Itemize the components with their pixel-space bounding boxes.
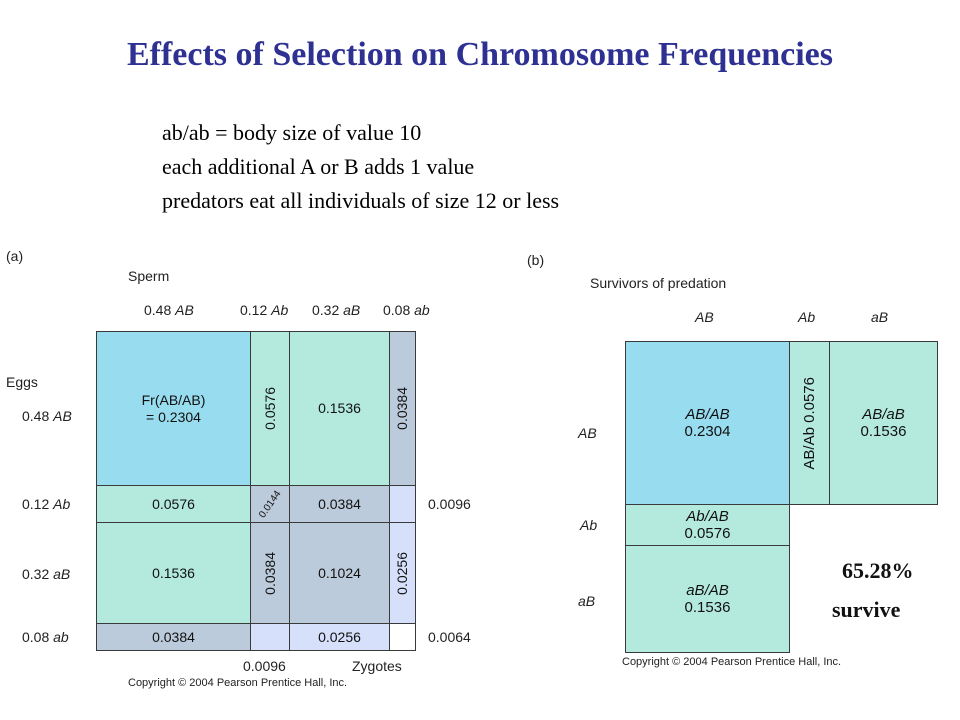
- b-col-AB: AB: [695, 309, 714, 325]
- bottom-total: 0.0096: [243, 658, 286, 674]
- cell-r4c4: [389, 623, 416, 651]
- rule-3: predators eat all individuals of size 12 or less: [162, 188, 560, 213]
- egg-row-2: 0.12 Ab: [22, 496, 71, 512]
- cell-r2c1: 0.0576: [96, 485, 251, 523]
- rule-2: each additional A or B adds 1 value: [162, 154, 475, 179]
- panel-b-label: (b): [527, 252, 545, 268]
- cell-r2c2: 0.0144: [250, 485, 290, 523]
- egg-row-1: 0.48 AB: [22, 408, 72, 424]
- cell-r4c3: 0.0256: [289, 623, 390, 651]
- cell-r3c4: 0.0256: [389, 522, 416, 624]
- zygotes-label: Zygotes: [352, 658, 402, 674]
- right-total-1: 0.0096: [428, 496, 471, 512]
- cell-r3c1: 0.1536: [96, 522, 251, 624]
- b-cell-aBAB: aB/AB 0.1536: [625, 545, 790, 653]
- cell-r2c4: [389, 485, 416, 523]
- b-cell-ABAB: AB/AB 0.2304: [625, 341, 790, 505]
- b-row-Ab: Ab: [580, 517, 598, 533]
- b-cell-ABAb: AB/Ab 0.0576: [789, 341, 830, 505]
- cell-r3c3: 0.1024: [289, 522, 390, 624]
- cell-ABAB: Fr(AB/AB) = 0.2304: [96, 331, 251, 486]
- cell-r3c2: 0.0384: [250, 522, 290, 624]
- cell-r2c3: 0.0384: [289, 485, 390, 523]
- sperm-label: Sperm: [128, 268, 170, 284]
- survival-word: survive: [832, 597, 901, 622]
- right-total-2: 0.0064: [428, 629, 471, 645]
- cell-r1c4: 0.0384: [389, 331, 416, 486]
- eggs-label: Eggs: [6, 374, 38, 390]
- sperm-col-4: 0.08 ab: [383, 302, 430, 318]
- panel-b-copyright: Copyright © 2004 Pearson Prentice Hall, Inc.: [622, 656, 842, 668]
- rule-1: ab/ab = body size of value 10: [162, 120, 422, 145]
- b-cell-ABaB: AB/aB 0.1536: [829, 341, 938, 505]
- sperm-col-3: 0.32 aB: [312, 302, 361, 318]
- b-col-aB: aB: [871, 309, 889, 325]
- sperm-col-2: 0.12 Ab: [240, 302, 289, 318]
- sperm-col-1: 0.48 AB: [144, 302, 194, 318]
- egg-row-4: 0.08 ab: [22, 629, 69, 645]
- panel-a-label: (a): [6, 248, 24, 264]
- b-col-Ab: Ab: [798, 309, 816, 325]
- panel-a-copyright: Copyright © 2004 Pearson Prentice Hall, Inc.: [128, 677, 348, 689]
- cell-r4c1: 0.0384: [96, 623, 251, 651]
- cell-r1c3: 0.1536: [289, 331, 390, 486]
- b-row-AB: AB: [578, 425, 597, 441]
- b-row-aB: aB: [578, 593, 596, 609]
- survival-percent: 65.28%: [842, 558, 914, 583]
- egg-row-3: 0.32 aB: [22, 566, 71, 582]
- panel-b-heading: Survivors of predation: [590, 275, 727, 291]
- cell-r4c2: [250, 623, 290, 651]
- b-cell-AbAB: Ab/AB 0.0576: [625, 504, 790, 546]
- page-title: Effects of Selection on Chromosome Frequencies: [126, 36, 833, 73]
- cell-r1c2: 0.0576: [250, 331, 290, 486]
